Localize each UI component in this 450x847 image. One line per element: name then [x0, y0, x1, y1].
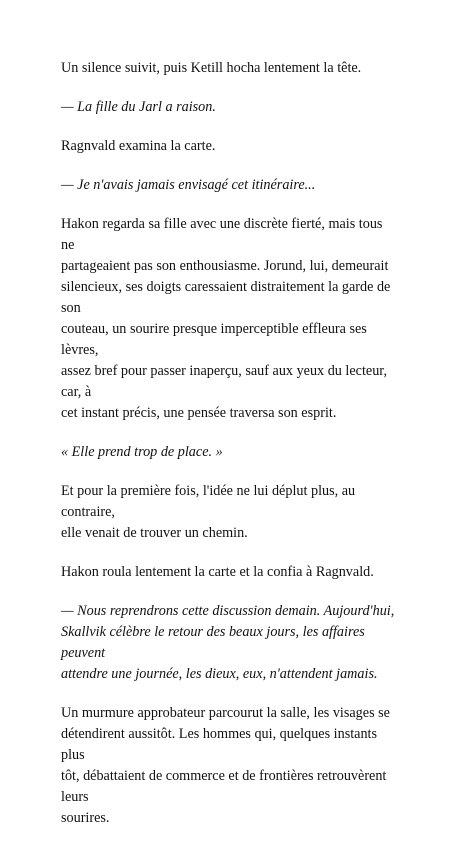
paragraph: Hakon regarda sa fille avec une discrète fierté, mais tous ne partageaient pas son enthousiasme. Jorund, lui, demeurait silencieux, ses doigts caressaient distraitement la garde de son couteau, un sourire presque imperceptible effleura ses lèvres, assez bref pour passer inaperçu, sauf aux yeux du lecteur, car, à cet instant précis, une pensée traversa son esprit. [61, 216, 391, 421]
dialogue-line: — Je n'avais jamais envisagé cet itinéraire... [61, 177, 316, 193]
document-page [61, 58, 397, 847]
paragraph: Un silence suivit, puis Ketill hocha lentement la tête. [61, 60, 362, 76]
paragraph: Et pour la première fois, l'idée ne lui déplut plus, au contraire, elle venait de trouver un chemin. [61, 483, 356, 541]
paragraph: Hakon roula lentement la carte et la confia à Ragnvald. [61, 564, 374, 580]
dialogue-line: — La fille du Jarl a raison. [61, 99, 216, 115]
inner-thought: « Elle prend trop de place. » [61, 444, 223, 460]
paragraph: Un murmure approbateur parcourut la salle, les visages se détendirent aussitôt. Les hommes qui, quelques instants plus tôt, débattaient de commerce et de frontières retrouvèrent leurs sourires. [61, 705, 390, 826]
paragraph: Ragnvald examina la carte. [61, 138, 216, 154]
dialogue-line: — Nous reprendrons cette discussion demain. Aujourd'hui, Skallvik célèbre le retour des beaux jours, les affaires peuvent attendre une journée, les dieux, eux, n'attendent jamais. [61, 603, 395, 682]
